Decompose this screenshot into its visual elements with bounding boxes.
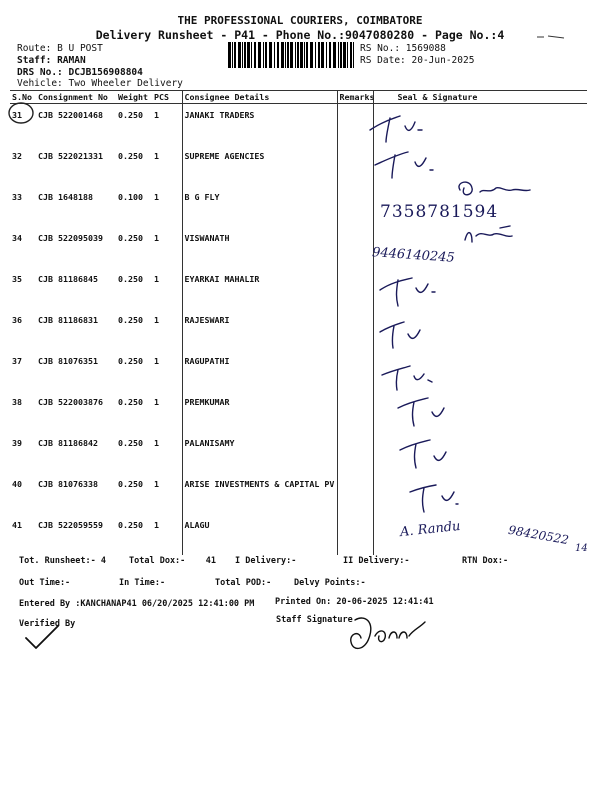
row-consignment-no: CJB 522021331 xyxy=(38,151,103,161)
barcode-bar xyxy=(254,42,256,68)
barcode-bar xyxy=(350,42,352,68)
row-pcs: 1 xyxy=(154,397,159,407)
handwritten-phone-2: 9446140245 xyxy=(371,245,456,266)
row-pcs: 1 xyxy=(154,192,159,202)
barcode-bar xyxy=(333,42,336,68)
signature-40 xyxy=(410,485,458,512)
barcode-bar xyxy=(326,42,327,68)
row-pcs: 1 xyxy=(154,233,159,243)
signature-38 xyxy=(398,398,444,426)
signature-area xyxy=(360,100,600,560)
row-consignment-no: CJB 81186831 xyxy=(38,315,98,325)
row-weight: 0.250 xyxy=(118,151,143,161)
barcode-bar xyxy=(277,42,279,68)
row-consignment-no: CJB 81186845 xyxy=(38,274,98,284)
col-pcs-header: PCS xyxy=(152,91,182,104)
row-sno: 36 xyxy=(12,315,22,325)
staff-value: RAMAN xyxy=(57,55,86,66)
row-consignee: PREMKUMAR xyxy=(182,391,337,432)
barcode xyxy=(228,42,354,68)
rs-date-value: 20-Jun-2025 xyxy=(411,55,475,66)
barcode-bar xyxy=(274,42,275,68)
signature-39 xyxy=(400,440,446,468)
staff-signature-label: Staff Signature xyxy=(276,615,353,625)
total-pod: Total POD:- xyxy=(215,578,272,588)
signature-35 xyxy=(380,278,435,306)
col-seal-header: Seal & Signature xyxy=(373,91,587,104)
signature-37 xyxy=(382,366,432,390)
row-consignment-no: CJB 81186842 xyxy=(38,438,98,448)
row-sno: 40 xyxy=(12,479,22,489)
drs-value: DCJB156908804 xyxy=(68,67,143,78)
row-pcs: 1 xyxy=(154,479,159,489)
row-pcs: 1 xyxy=(154,356,159,366)
row-consignment-no: CJB 522003876 xyxy=(38,397,103,407)
row-pcs: 1 xyxy=(154,110,159,120)
i-delivery: I Delivery:- xyxy=(235,556,297,566)
total-dox: Total Dox:- 41 xyxy=(129,556,217,566)
in-time: In Time:- xyxy=(119,578,166,588)
row-weight: 0.250 xyxy=(118,520,143,530)
row-pcs: 1 xyxy=(154,274,159,284)
barcode-bar xyxy=(297,42,299,68)
delvy-points: Delvy Points:- xyxy=(294,578,366,588)
row-consignee: B G FLY xyxy=(182,186,337,227)
col-remarks-header: Remarks xyxy=(337,91,373,104)
row-weight: 0.250 xyxy=(118,479,143,489)
row-weight: 0.250 xyxy=(118,397,143,407)
staff-signature xyxy=(345,608,435,663)
out-time: Out Time:- xyxy=(19,578,71,588)
barcode-bar xyxy=(265,42,267,68)
row-consignment-no: CJB 522095039 xyxy=(38,233,103,243)
total-dox-value: 41 xyxy=(205,556,217,566)
row-sno: 33 xyxy=(12,192,22,202)
handwritten-name-41: A. Randu xyxy=(399,518,462,541)
barcode-bar xyxy=(244,42,246,68)
company-name: THE PROFESSIONAL COURIERS, COIMBATORE xyxy=(177,14,423,27)
route-value: B U POST xyxy=(57,43,103,54)
barcode-bar xyxy=(315,42,316,68)
rs-no-value: 1569088 xyxy=(405,43,446,54)
signature-32 xyxy=(375,152,433,178)
route-line: Route: B U POST xyxy=(17,43,103,54)
col-consignee-header: Consignee Details xyxy=(182,91,337,104)
printed-on: Printed On: 20-06-2025 12:41:41 xyxy=(275,597,434,607)
barcode-bar xyxy=(234,42,236,68)
row-sno: 37 xyxy=(12,356,22,366)
entered-by: Entered By :KANCHANAP41 06/20/2025 12:41:00 PM xyxy=(19,599,255,609)
row-pcs: 1 xyxy=(154,151,159,161)
row-pcs: 1 xyxy=(154,315,159,325)
barcode-bar xyxy=(281,42,284,68)
row-sno: 32 xyxy=(12,151,22,161)
row-pcs: 1 xyxy=(154,520,159,530)
row-consignee: SUPREME AGENCIES xyxy=(182,145,337,186)
row-sno: 34 xyxy=(12,233,22,243)
verified-check-mark xyxy=(22,622,62,652)
barcode-bar xyxy=(285,42,286,68)
circle-mark xyxy=(6,100,36,126)
row-weight: 0.250 xyxy=(118,315,143,325)
row-weight: 0.100 xyxy=(118,192,143,202)
row-weight: 0.250 xyxy=(118,274,143,284)
barcode-bar xyxy=(306,42,308,68)
rs-no-line: RS No.: 1569088 xyxy=(360,43,446,54)
ii-delivery: II Delivery:- xyxy=(343,556,410,566)
barcode-bar xyxy=(343,42,346,68)
barcode-bar xyxy=(242,42,243,68)
barcode-bar xyxy=(321,42,324,68)
barcode-bar xyxy=(300,42,303,68)
row-consignee: ARISE INVESTMENTS & CAPITAL PV xyxy=(182,473,337,514)
row-consignee: RAGUPATHI xyxy=(182,350,337,391)
barcode-bar xyxy=(269,42,272,68)
col-weight-header: Weight xyxy=(116,91,152,104)
row-sno: 38 xyxy=(12,397,22,407)
vehicle-value: Two Wheeler Delivery xyxy=(68,78,183,89)
row-consignment-no: CJB 81076338 xyxy=(38,479,98,489)
barcode-bar xyxy=(247,42,250,68)
row-consignee: PALANISAMY xyxy=(182,432,337,473)
barcode-bar xyxy=(251,42,252,68)
rtn-dox: RTN Dox:- xyxy=(462,556,509,566)
row-consignment-no: CJB 81076351 xyxy=(38,356,98,366)
barcode-bar xyxy=(228,42,231,68)
row-sno: 31 xyxy=(12,110,22,120)
scribble-mark xyxy=(536,32,566,40)
row-weight: 0.250 xyxy=(118,233,143,243)
signature-33 xyxy=(459,182,530,195)
barcode-bar xyxy=(263,42,264,68)
rs-date-line: RS Date: 20-Jun-2025 xyxy=(360,55,475,66)
row-consignment-no: CJB 522001468 xyxy=(38,110,103,120)
vehicle-line: Vehicle: Two Wheeler Delivery xyxy=(17,78,183,89)
barcode-bar xyxy=(238,42,241,68)
row-consignment-no: CJB 1648188 xyxy=(38,192,93,202)
row-consignee: VISWANATH xyxy=(182,227,337,268)
signature-36 xyxy=(380,322,420,348)
barcode-bar xyxy=(353,42,354,68)
barcode-bar xyxy=(340,42,342,68)
barcode-bar xyxy=(290,42,293,68)
col-consignment-header: Consignment No xyxy=(36,91,116,104)
barcode-bar xyxy=(304,42,305,68)
staff-line: Staff: RAMAN xyxy=(17,55,86,66)
tot-runsheet: Tot. Runsheet:- 4 xyxy=(19,556,106,566)
runsheet-title: Delivery Runsheet - P41 - Phone No.:9047080280 - Page No.:4 xyxy=(95,28,505,42)
barcode-bar xyxy=(258,42,261,68)
handwritten-page-note: 14 xyxy=(575,543,588,554)
row-consignee: RAJESWARI xyxy=(182,309,337,350)
row-weight: 0.250 xyxy=(118,110,143,120)
signature-34 xyxy=(465,226,512,242)
col-sno-header: S.No xyxy=(10,91,36,104)
signature-31 xyxy=(370,116,422,142)
barcode-bar xyxy=(338,42,339,68)
barcode-bar xyxy=(310,42,313,68)
handwritten-phone-41: 98420522 xyxy=(507,522,570,548)
verified-by: Verified By xyxy=(19,619,76,629)
handwritten-phone-1: 7358781594 xyxy=(380,202,499,222)
row-sno: 39 xyxy=(12,438,22,448)
barcode-bar xyxy=(318,42,320,68)
barcode-bar xyxy=(287,42,289,68)
barcode-bar xyxy=(347,42,348,68)
row-consignee: ALAGU xyxy=(182,514,337,555)
drs-line: DRS No.: DCJB156908804 xyxy=(17,67,143,78)
barcode-bar xyxy=(329,42,331,68)
row-sno: 35 xyxy=(12,274,22,284)
barcode-bar xyxy=(295,42,296,68)
row-consignee: EYARKAI MAHALIR xyxy=(182,268,337,309)
row-weight: 0.250 xyxy=(118,438,143,448)
row-pcs: 1 xyxy=(154,438,159,448)
row-weight: 0.250 xyxy=(118,356,143,366)
row-consignment-no: CJB 522059559 xyxy=(38,520,103,530)
row-consignee: JANAKI TRADERS xyxy=(182,104,337,146)
row-sno: 41 xyxy=(12,520,22,530)
barcode-bar xyxy=(232,42,233,68)
